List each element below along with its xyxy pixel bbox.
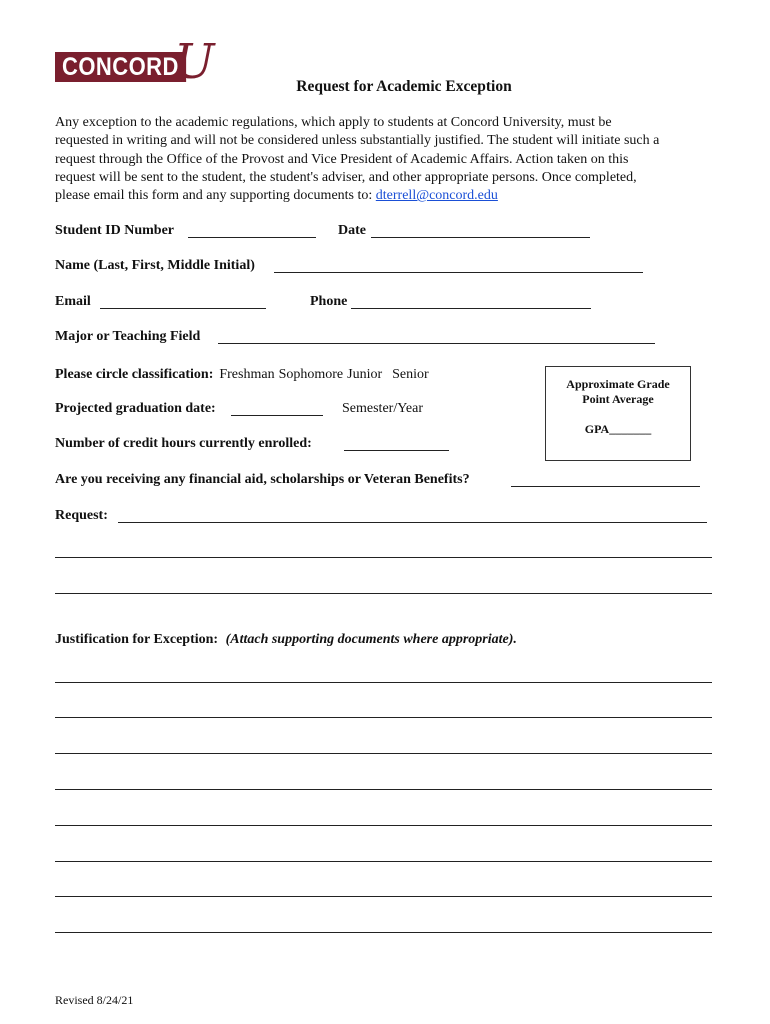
justification-note: (Attach supporting documents where appropriate).	[225, 632, 517, 647]
justification-label: Justification for Exception:	[55, 632, 219, 647]
email-field[interactable]	[100, 308, 266, 309]
justification-heading	[55, 632, 517, 648]
request-line-2[interactable]	[55, 557, 712, 558]
concord-logo: CONCORD	[55, 52, 186, 82]
revision-footer: Revised 8/24/21	[55, 993, 134, 1007]
justification-line-4[interactable]	[55, 789, 712, 790]
major-label: Major or Teaching Field	[55, 329, 201, 344]
justification-line-6[interactable]	[55, 861, 712, 862]
major-field[interactable]	[218, 343, 655, 344]
grad-date-field[interactable]	[231, 415, 323, 416]
request-line-3[interactable]	[55, 593, 712, 594]
financial-aid-field[interactable]	[511, 486, 700, 487]
name-label: Name (Last, First, Middle Initial)	[55, 258, 255, 273]
classification-label: Please circle classification:	[55, 367, 214, 382]
justification-line-2[interactable]	[55, 717, 712, 718]
semester-year-hint: Semester/Year	[342, 401, 424, 416]
concord-logo-u-mark: U	[174, 34, 215, 90]
credit-hours-label: Number of credit hours currently enrolled:	[55, 436, 312, 451]
justification-line-1[interactable]	[55, 682, 712, 683]
gpa-box	[545, 366, 691, 461]
email-label: Email	[55, 294, 91, 309]
justification-line-8[interactable]	[55, 932, 712, 933]
gpa-field[interactable]: GPA_______	[584, 422, 652, 436]
intro-paragraph	[55, 114, 720, 205]
classification-junior[interactable]: Junior	[347, 367, 383, 382]
date-field[interactable]	[371, 237, 590, 238]
classification-senior[interactable]: Senior	[392, 367, 429, 382]
justification-line-5[interactable]	[55, 825, 712, 826]
student-id-label: Student ID Number	[55, 223, 175, 238]
student-id-field[interactable]	[188, 237, 316, 238]
justification-line-3[interactable]	[55, 753, 712, 754]
intro-text: Any exception to the academic regulations, which apply to students at Concord University, must be requested in writing and will not be considered unless substantially justified. The student will initiate such a request through the Office of the Provost and Vice President of Academic Affairs. Action taken on this request will be sent to the student, the student's adviser, and other appropriate persons. Once completed, please email this form and any supporting documents to:	[55, 115, 660, 204]
request-line-1[interactable]	[118, 522, 707, 523]
justification-line-7[interactable]	[55, 896, 712, 897]
request-label: Request:	[55, 508, 108, 523]
financial-aid-label: Are you receiving any financial aid, scholarships or Veteran Benefits?	[55, 472, 470, 487]
classification-freshman[interactable]: Freshman	[219, 367, 275, 382]
form-title: Request for Academic Exception	[296, 78, 512, 95]
credit-hours-field[interactable]	[344, 450, 449, 451]
date-label: Date	[338, 223, 366, 238]
contact-email-link[interactable]: dterrell@concord.edu	[375, 188, 498, 204]
name-field[interactable]	[274, 272, 643, 273]
grad-date-label: Projected graduation date:	[55, 401, 216, 416]
gpa-box-title: Approximate Grade Point Average	[566, 377, 670, 406]
phone-field[interactable]	[351, 308, 591, 309]
phone-label: Phone	[310, 294, 348, 309]
classification-sophomore[interactable]: Sophomore	[278, 367, 344, 382]
classification-row	[55, 365, 429, 383]
